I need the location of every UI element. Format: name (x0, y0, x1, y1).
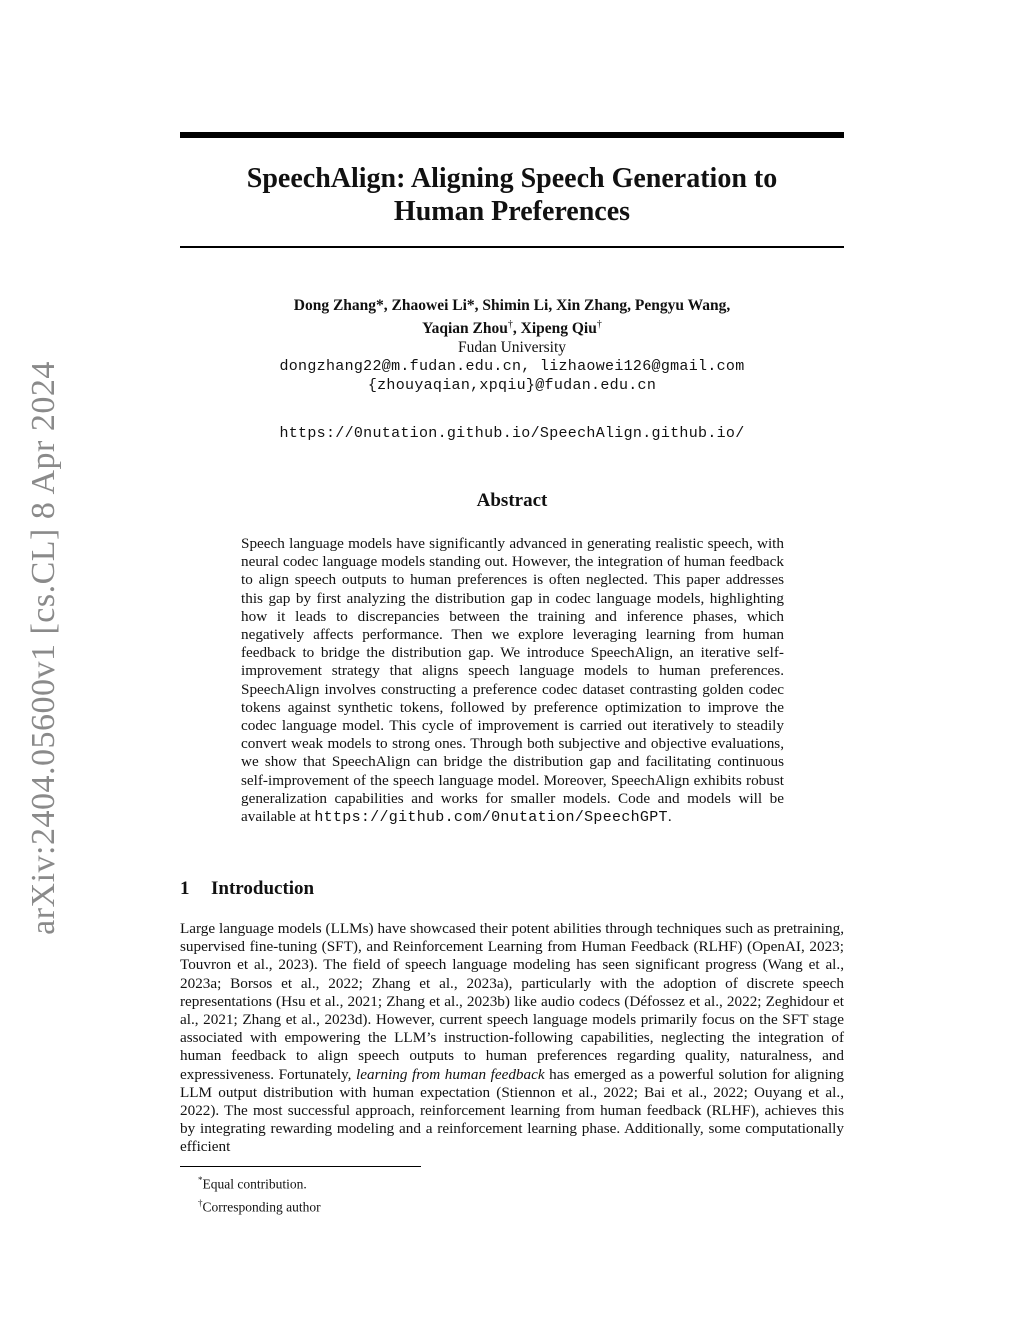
affiliation: Fudan University (457, 339, 567, 357)
arxiv-identifier-stamp: arXiv:2404.05600v1 [cs.CL] 8 Apr 2024 (25, 361, 62, 935)
intro-text-part-1: Large language models (LLMs) have showcased their potent abilities through techniques such as pretraining, supervised fine-tuning (SFT), and Reinforcement Learning from Human Feedback (RLHF) (OpenAI, 2023; Touvron et al., 2023). The field of speech language modeling has seen significant progress (Wang et al., 2023a; Borsos et al., 2022; Zhang et al., 2023a), particularly with the adoption of discrete speech representations (Hsu et al., 2021; Zhang et al., 2023b) like audio codecs (Défossez et al., 2022; Zeghidour et al., 2021; Zhang et al., 2023d). However, current speech language models primarily focus on the SFT stage associated with empowering the LLM’s instruction-following capabilities, neglecting the integration of human feedback to align speech outputs to human preferences regarding quality, naturalness, and expressiveness. Fortunately, (180, 920, 844, 1083)
introduction-paragraph (180, 920, 844, 1157)
footnote-mark-1: * (198, 1175, 203, 1185)
author-names-line-2 (180, 315, 844, 338)
author-yaqian-zhou: Yaqian Zhou (422, 320, 508, 338)
footnote-corresponding-author (198, 1194, 321, 1217)
author-emails-line-1 (180, 357, 844, 376)
footnotes (198, 1171, 321, 1216)
abstract-paragraph (241, 535, 784, 827)
email-dong-zhang: dongzhang22@m.fudan.edu.cn, (279, 358, 531, 376)
footnote-equal-contribution (198, 1171, 321, 1194)
footnote-separator (180, 1166, 421, 1167)
author-emails-line-2: {zhouyaqian,xpqiu}@fudan.edu.cn (367, 377, 657, 395)
intro-emphasis: learning from human feedback (356, 1065, 545, 1083)
section-title: Introduction (211, 878, 315, 899)
title-line-1: SpeechAlign: Aligning Speech Generation to (246, 163, 778, 194)
corresponding-mark-2: † (596, 319, 602, 330)
footnote-text-1: Equal contribution. (202, 1176, 307, 1192)
abstract-text: Speech language models have significantly advanced in generating realistic speech, with neural codec language models standing out. However, the integration of human feedback to align speech outputs to human preferences is often neglected. This paper addresses this gap by first analyzing the distribution gap in codec language models, highlighting how it leads to discrepancies between the training and inference phases, which negatively affects performance. Then we explore leveraging learning from human feedback to bridge the distribution gap. We introduce SpeechAlign, an iterative self-improvement strategy that aligns speech language models to human preferences. SpeechAlign involves constructing a preference codec dataset contrasting golden codec tokens against synthetic tokens, followed by preference optimization to improve the codec language model. This cycle of improvement is carried out iteratively to steadily convert weak models to strong ones. Through both subjective and objective evaluations, we show that SpeechAlign can bridge the distribution gap and facilitating continuous self-improvement of the speech language model. Moreover, SpeechAlign exhibits robust generalization capabilities and works for smaller models. Code and models will be available at (241, 535, 784, 826)
footnote-mark-2: † (198, 1197, 203, 1208)
corresponding-mark-1: † (507, 319, 513, 330)
intro-text-part-2: has emerged as a powerful solution for aligning LLM output distribution with human expectation (Stiennon et al., 2022; Bai et al., 2022; Ouyang et al., 2022). The most successful approach, reinforcement learning from human feedback (RLHF), achieves this by integrating rewarding modeling and a reinforcement learning phase. Additionally, some computationally efficient (180, 1065, 844, 1156)
author-names-line-1: Dong Zhang*, Zhaowei Li*, Shimin Li, Xin Zhang, Pengyu Wang, (293, 297, 731, 314)
code-repository-link[interactable]: https://github.com/0nutation/SpeechGPT (314, 809, 668, 827)
title-top-rule (180, 132, 844, 138)
abstract-end-punctuation: . (667, 808, 672, 826)
footnote-text-2: Corresponding author (202, 1199, 321, 1214)
title-bottom-rule (180, 246, 844, 248)
section-number: 1 (180, 878, 190, 899)
project-page-link[interactable]: https://0nutation.github.io/SpeechAlign.github.io/ (279, 425, 745, 442)
title-line-2: Human Preferences (393, 196, 631, 227)
author-block (180, 296, 844, 395)
author-xipeng-qiu: , Xipeng Qiu (512, 320, 597, 338)
paper-title (180, 162, 844, 228)
introduction-heading (180, 878, 844, 900)
email-zhaowei-li: lizhaowei126@gmail.com (539, 358, 745, 376)
abstract-heading: Abstract (476, 490, 548, 511)
